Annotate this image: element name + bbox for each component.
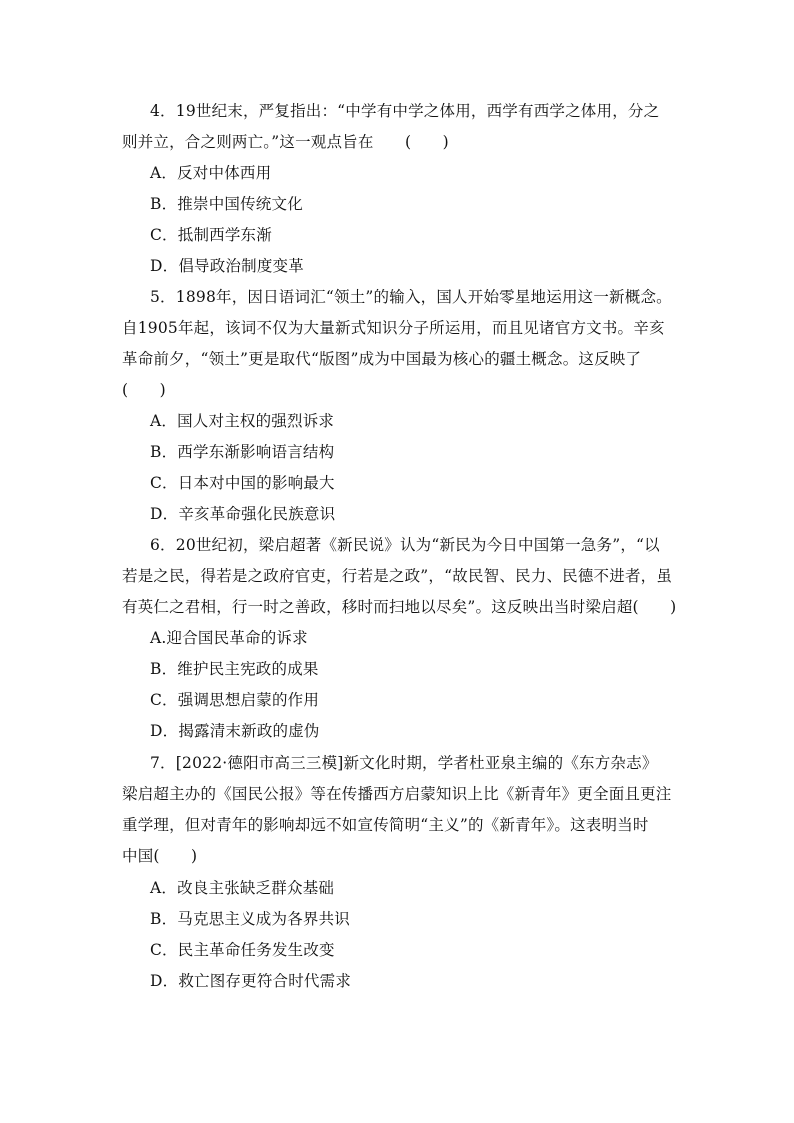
question-6-line-3: 有英仁之君相，行一时之善政，移时而扫地以尽矣”。这反映出当时梁启超( ) [122, 598, 677, 616]
question-4-line-2: 则并立，合之则两亡。”这一观点旨在 ( ) [122, 133, 449, 151]
question-5-line-1: 5．1898年，因日语词汇“领土”的输入，国人开始零星地运用这一新概念。 [150, 288, 672, 306]
question-6-option-c: C．强调思想启蒙的作用 [150, 691, 320, 709]
question-5-line-3: 革命前夕，“领土”更是取代“版图”成为中国最为核心的疆土概念。这反映了 [122, 350, 642, 368]
question-7-line-3: 重学理，但对青年的影响却远不如宣传简明“主义”的《新青年》。这表明当时 [122, 816, 649, 834]
question-7-line-2: 梁启超主办的《国民公报》等在传播西方启蒙知识上比《新青年》更全面且更注 [122, 785, 672, 803]
question-6 [122, 530, 682, 623]
question-5-option-a: A．国人对主权的强烈诉求 [150, 412, 335, 430]
question-6-line-1: 6．20世纪初，梁启超著《新民说》认为“新民为今日中国第一急务”，“以 [150, 536, 660, 554]
question-7-line-1: 7．[2022·德阳市高三三模]新文化时期，学者杜亚泉主编的《东方杂志》 [150, 754, 658, 772]
question-7-option-b: B．马克思主义成为各界共识 [150, 910, 350, 928]
question-7 [122, 748, 682, 872]
question-7-line-4: 中国( ) [122, 847, 198, 865]
question-6-option-b: B．维护民主宪政的成果 [150, 660, 319, 678]
question-6-option-a: A.迎合国民革命的诉求 [150, 629, 308, 647]
question-4-option-a: A．反对中体西用 [150, 164, 272, 182]
question-4-option-b: B．推崇中国传统文化 [150, 195, 303, 213]
question-4-option-c: C．抵制西学东渐 [150, 226, 272, 244]
question-7-option-a: A．改良主张缺乏群众基础 [150, 879, 335, 897]
question-4-line-1: 4．19世纪末，严复指出：“中学有中学之体用，西学有西学之体用，分之 [150, 102, 660, 120]
question-7-option-c: C．民主革命任务发生改变 [150, 941, 335, 959]
question-4-option-d: D．倡导政治制度变革 [150, 257, 304, 275]
question-5-option-c: C．日本对中国的影响最大 [150, 474, 335, 492]
question-7-option-d: D．救亡图存更符合时代需求 [150, 972, 352, 990]
question-4 [122, 96, 682, 158]
question-6-line-2: 若是之民，得若是之政府官吏，行若是之政”，“故民智、民力、民德不进者，虽 [122, 567, 673, 585]
question-5-line-2: 自1905年起，该词不仅为大量新式知识分子所运用，而且见诸官方文书。辛亥 [122, 319, 665, 337]
question-6-option-d: D．揭露清末新政的虚伪 [150, 722, 320, 740]
question-5-option-b: B．西学东渐影响语言结构 [150, 443, 335, 461]
question-5 [122, 282, 682, 406]
question-5-line-4: ( ) [122, 381, 166, 399]
question-5-option-d: D．辛亥革命强化民族意识 [150, 505, 336, 523]
